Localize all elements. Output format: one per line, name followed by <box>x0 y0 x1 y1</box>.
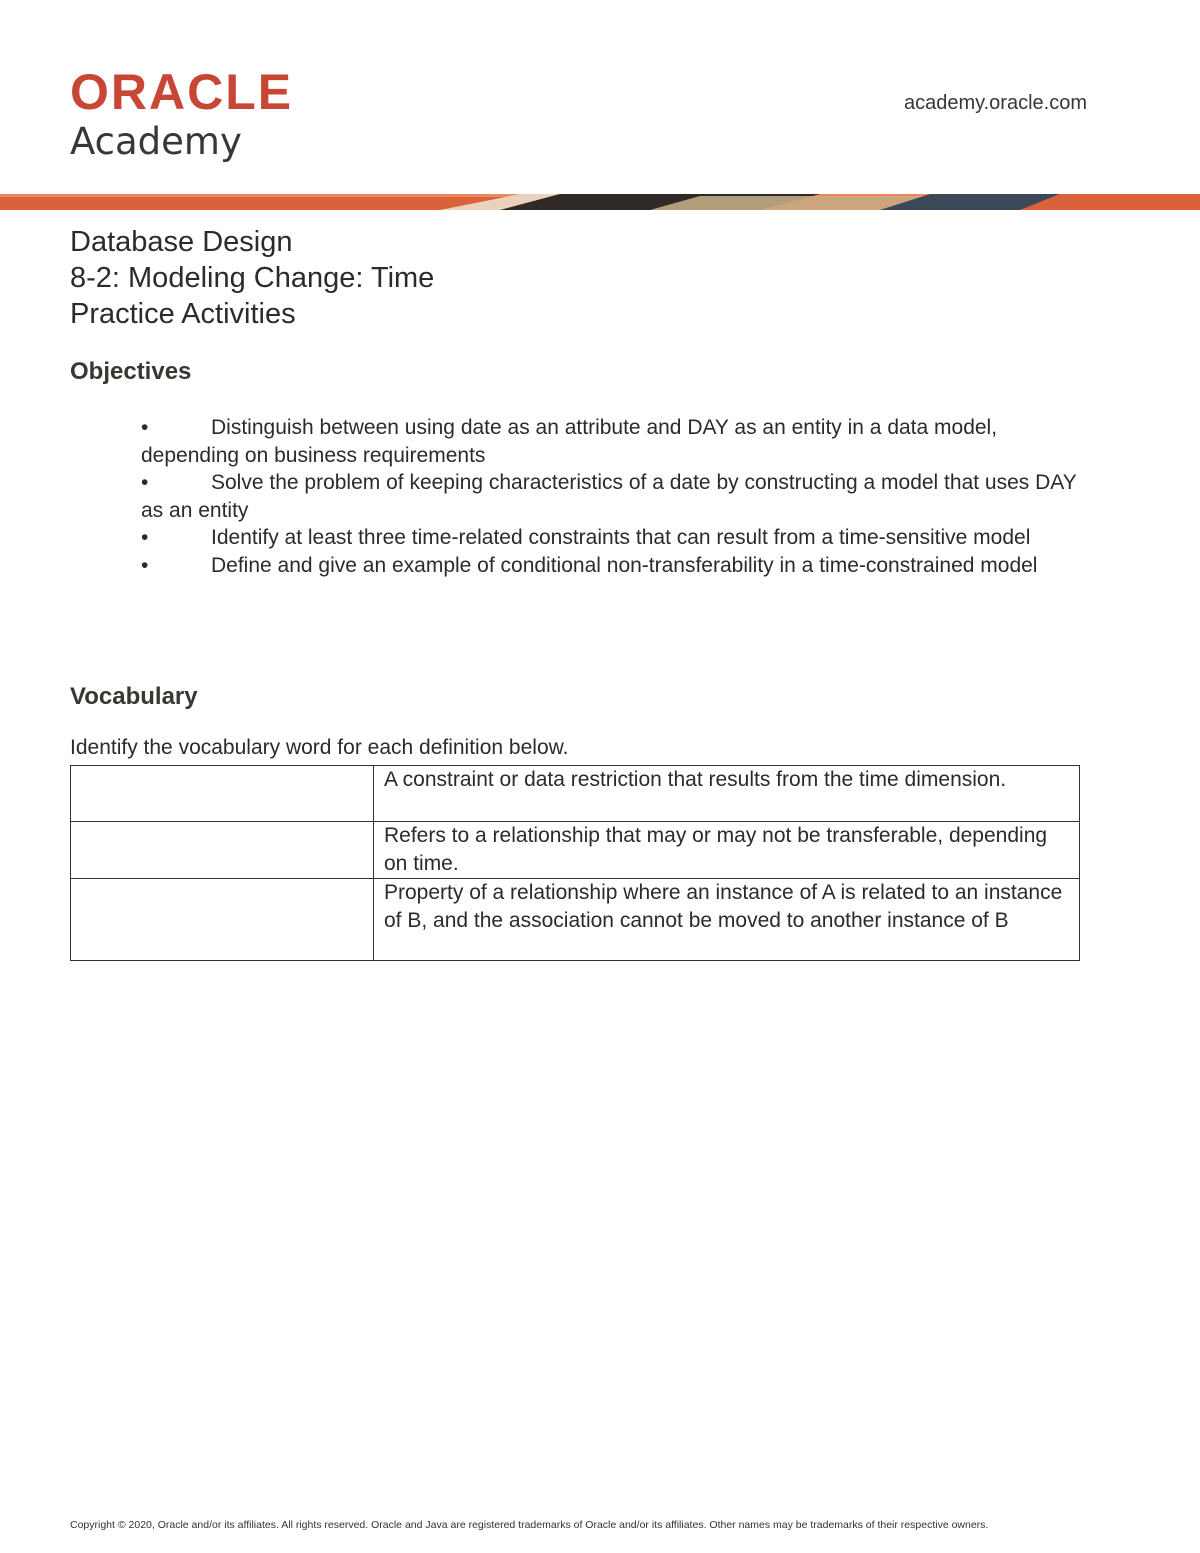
table-row <box>71 879 1080 961</box>
course-title: Database Design <box>70 226 293 258</box>
vocabulary-table <box>70 765 1080 961</box>
objective-item <box>141 414 1091 469</box>
vocabulary-answer-cell[interactable] <box>71 766 374 822</box>
bullet-icon: • <box>141 416 149 439</box>
vocabulary-definition-cell: Property of a relationship where an instance of A is related to an instance of B, and the association cannot be moved to another instance of B <box>374 879 1080 961</box>
objective-text: Define and give an example of conditional non-transferability in a time-constrained model <box>211 553 1038 577</box>
oracle-academy-logo <box>70 66 293 164</box>
vocabulary-heading: Vocabulary <box>70 683 198 710</box>
objectives-heading: Objectives <box>70 358 192 385</box>
bullet-icon: • <box>141 553 149 577</box>
objective-item <box>141 469 1091 524</box>
vocabulary-definition-cell: A constraint or data restriction that results from the time dimension. <box>374 766 1080 822</box>
bullet-icon: • <box>141 526 149 549</box>
vocabulary-answer-cell[interactable] <box>71 879 374 961</box>
document-title-block <box>70 224 434 332</box>
objective-item <box>141 524 1091 552</box>
table-row <box>71 822 1080 879</box>
objective-text: Identify at least three time-related constraints that can result from a time-sensitive model <box>211 526 1031 549</box>
vocabulary-answer-cell[interactable] <box>71 822 374 879</box>
document-subtitle: Practice Activities <box>70 298 296 330</box>
vocabulary-instruction: Identify the vocabulary word for each definition below. <box>70 736 569 759</box>
logo-academy-text: Academy <box>70 120 242 163</box>
bullet-icon: • <box>141 471 149 494</box>
objectives-list <box>141 414 1091 579</box>
objective-text: Distinguish between using date as an attribute and DAY as an entity in a data model, depending on business requirements <box>141 416 998 467</box>
copyright-footer: Copyright © 2020, Oracle and/or its affiliates. All rights reserved. Oracle and Java are registered trademarks of Oracle and/or its affiliates. Other names may be trademarks of their respective owners. <box>70 1519 989 1531</box>
objective-text: Solve the problem of keeping characteristics of a date by constructing a model that uses DAY as an entity <box>141 471 1077 522</box>
logo-oracle-text: ORACLE <box>70 64 294 120</box>
lesson-title: 8-2: Modeling Change: Time <box>70 262 435 294</box>
decorative-banner <box>0 194 1200 210</box>
vocabulary-definition-cell: Refers to a relationship that may or may not be transferable, depending on time. <box>374 822 1080 879</box>
site-url: academy.oracle.com <box>903 92 1087 114</box>
objective-item <box>141 552 1091 580</box>
table-row <box>71 766 1080 822</box>
